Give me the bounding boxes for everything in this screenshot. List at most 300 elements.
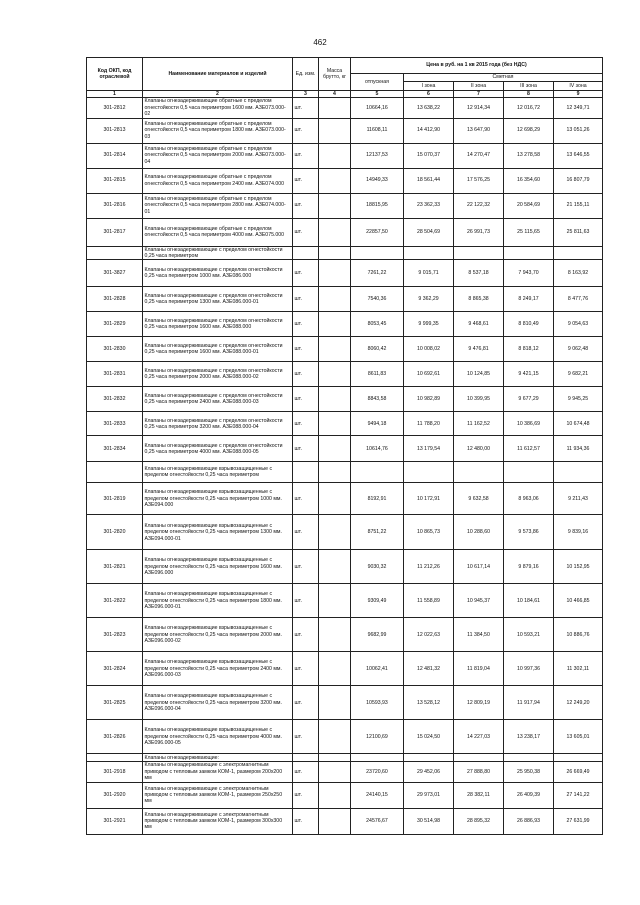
cell-name: Клапаны огнезадерживающие взрывозащищенные с пределом огнестойкости 0,25 часа периметром 2400 мм. АЗЕ096.000-03 <box>143 652 293 686</box>
cell-empty <box>554 462 603 483</box>
cell-name: Клапаны огнезадерживающие с пределом огнестойкости 0,25 часа периметром 1600 мм. АЗЕ088.000 <box>143 312 293 337</box>
cell-price: 12 016,72 <box>504 98 554 118</box>
cell-code: 301-2920 <box>87 782 143 808</box>
cell-price: 9 999,35 <box>404 312 454 337</box>
cell-unit: шт. <box>293 483 319 515</box>
cell-price: 12 480,00 <box>454 436 504 462</box>
cell-price: 10 674,48 <box>554 412 603 436</box>
cell-price: 8 477,76 <box>554 287 603 312</box>
table-body <box>87 98 603 834</box>
cell-price: 26 886,93 <box>504 808 554 834</box>
header-unit: Ед. изм. <box>293 58 319 91</box>
cell-code: 301-2817 <box>87 218 143 246</box>
cell-price: 11 302,11 <box>554 652 603 686</box>
table-row <box>87 808 603 834</box>
cell-code: 301-2921 <box>87 808 143 834</box>
cell-mass <box>319 686 351 720</box>
table-row <box>87 762 603 782</box>
cell-price: 15 024,50 <box>404 720 454 754</box>
group-row <box>87 754 603 762</box>
cell-unit: шт. <box>293 218 319 246</box>
cell-price: 10 886,76 <box>554 618 603 652</box>
cell-price: 9309,49 <box>351 584 404 618</box>
cell-empty <box>454 246 504 260</box>
cell-price: 17 576,25 <box>454 168 504 193</box>
cell-price: 9 682,21 <box>554 362 603 387</box>
cell-name: Клапаны огнезадерживающие с электромагнитным приводом с тепловым замком КОМ-1, размером 200х200 мм <box>143 762 293 782</box>
cell-empty <box>351 754 404 762</box>
cell-price: 12 914,34 <box>454 98 504 118</box>
cell-price: 12100,69 <box>351 720 404 754</box>
cell-mass <box>319 550 351 584</box>
cell-empty <box>351 462 404 483</box>
cell-price: 12 481,32 <box>404 652 454 686</box>
cell-name: Клапаны огнезадерживающие взрывозащищенные с пределом огнестойкости 0,25 часа периметром 3200 мм. АЗЕ096.000-04 <box>143 686 293 720</box>
cell-price: 27 888,80 <box>454 762 504 782</box>
table-row <box>87 550 603 584</box>
cell-price: 25 950,38 <box>504 762 554 782</box>
cell-price: 10 288,60 <box>454 515 504 550</box>
col-number: 6 <box>404 91 454 98</box>
cell-price: 26 991,73 <box>454 218 504 246</box>
cell-unit: шт. <box>293 762 319 782</box>
cell-price: 8 163,92 <box>554 260 603 287</box>
cell-price: 14 270,47 <box>454 143 504 168</box>
table-row <box>87 436 603 462</box>
cell-unit: шт. <box>293 387 319 412</box>
cell-unit: шт. <box>293 515 319 550</box>
cell-unit: шт. <box>293 362 319 387</box>
cell-price: 24576,67 <box>351 808 404 834</box>
cell-mass <box>319 720 351 754</box>
cell-price: 10 008,02 <box>404 337 454 362</box>
cell-price: 23 362,33 <box>404 193 454 218</box>
cell-price: 23720,60 <box>351 762 404 782</box>
cell-name: Клапаны огнезадерживающие с пределом огнестойкости 0,25 часа периметром 2400 мм. АЗЕ088.000-03 <box>143 387 293 412</box>
cell-unit: шт. <box>293 618 319 652</box>
cell-price: 13 528,12 <box>404 686 454 720</box>
header-code: Код ОКП, код отраслевой <box>87 58 143 91</box>
cell-price: 14 227,03 <box>454 720 504 754</box>
header-zone: III зона <box>504 82 554 91</box>
cell-price: 12137,53 <box>351 143 404 168</box>
cell-group-name: Клапаны огнезадерживающие: <box>143 754 293 762</box>
cell-unit: шт. <box>293 260 319 287</box>
cell-name: Клапаны огнезадерживающие обратные с пределом огнестойкости 0,5 часа периметром 2000 мм. АЗЕ073.000-04 <box>143 143 293 168</box>
cell-price: 7261,22 <box>351 260 404 287</box>
cell-price: 11 162,52 <box>454 412 504 436</box>
header-zone: IV зона <box>554 82 603 91</box>
cell-price: 16 354,60 <box>504 168 554 193</box>
cell-name: Клапаны огнезадерживающие с пределом огнестойкости 0,25 часа периметром 1600 мм. АЗЕ088.000-01 <box>143 337 293 362</box>
cell-price: 28 895,32 <box>454 808 504 834</box>
header-name: Наименование материалов и изделий <box>143 58 293 91</box>
cell-mass <box>319 287 351 312</box>
cell-price: 29 973,01 <box>404 782 454 808</box>
cell-price: 14 412,90 <box>404 118 454 143</box>
table-row <box>87 312 603 337</box>
cell-price: 8 963,06 <box>504 483 554 515</box>
cell-price: 26 409,39 <box>504 782 554 808</box>
cell-code: 301-2824 <box>87 652 143 686</box>
header-zone: II зона <box>454 82 504 91</box>
cell-price: 8192,91 <box>351 483 404 515</box>
cell-code <box>87 462 143 483</box>
cell-price: 9 015,71 <box>404 260 454 287</box>
cell-price: 10062,41 <box>351 652 404 686</box>
cell-unit: шт. <box>293 652 319 686</box>
table-row <box>87 483 603 515</box>
cell-mass <box>319 808 351 834</box>
cell-name: Клапаны огнезадерживающие обратные с пределом огнестойкости 0,5 часа периметром 1800 мм. АЗЕ073.000-03 <box>143 118 293 143</box>
cell-mass <box>319 337 351 362</box>
cell-unit: шт. <box>293 436 319 462</box>
cell-price: 10 172,91 <box>404 483 454 515</box>
cell-unit: шт. <box>293 412 319 436</box>
cell-unit: шт. <box>293 193 319 218</box>
cell-price: 9 839,16 <box>554 515 603 550</box>
cell-price: 13 278,58 <box>504 143 554 168</box>
cell-price: 12 698,29 <box>504 118 554 143</box>
cell-price: 10 982,89 <box>404 387 454 412</box>
cell-mass <box>319 193 351 218</box>
cell-code: 301-2815 <box>87 168 143 193</box>
table-row <box>87 337 603 362</box>
col-number: 8 <box>504 91 554 98</box>
cell-name: Клапаны огнезадерживающие взрывозащищенные с пределом огнестойкости 0,25 часа периметром 1800 мм. АЗЕ096.000-01 <box>143 584 293 618</box>
cell-price: 12 809,19 <box>454 686 504 720</box>
cell-name: Клапаны огнезадерживающие с пределом огнестойкости 0,25 часа периметром 3200 мм. АЗЕ088.000-04 <box>143 412 293 436</box>
table-row <box>87 168 603 193</box>
cell-empty <box>404 754 454 762</box>
cell-price: 10614,76 <box>351 436 404 462</box>
cell-price: 9 677,29 <box>504 387 554 412</box>
table-row <box>87 362 603 387</box>
cell-price: 9 476,81 <box>454 337 504 362</box>
cell-code: 301-2816 <box>87 193 143 218</box>
table-row <box>87 218 603 246</box>
cell-empty <box>404 246 454 260</box>
cell-price: 21 155,11 <box>554 193 603 218</box>
col-number: 4 <box>319 91 351 98</box>
cell-price: 11 819,04 <box>454 652 504 686</box>
cell-price: 12 022,63 <box>404 618 454 652</box>
cell-price: 9 362,29 <box>404 287 454 312</box>
cell-code <box>87 246 143 260</box>
cell-price: 9 573,86 <box>504 515 554 550</box>
cell-mass <box>319 782 351 808</box>
cell-name: Клапаны огнезадерживающие с электромагнитным приводом с тепловым замком КОМ-1, размером 300х300 мм <box>143 808 293 834</box>
header-price-title: Цена в руб. на 1 кв 2015 года (без НДС) <box>351 58 603 74</box>
cell-price: 28 382,11 <box>454 782 504 808</box>
cell-price: 9 632,58 <box>454 483 504 515</box>
cell-price: 28 504,69 <box>404 218 454 246</box>
cell-name: Клапаны огнезадерживающие с пределом огнестойкости 0,25 часа периметром 2000 мм. АЗЕ088.000-02 <box>143 362 293 387</box>
col-number: 3 <box>293 91 319 98</box>
cell-unit: шт. <box>293 686 319 720</box>
table-row <box>87 260 603 287</box>
cell-code: 301-2813 <box>87 118 143 143</box>
cell-price: 13 638,22 <box>404 98 454 118</box>
cell-price: 10 466,85 <box>554 584 603 618</box>
page-number: 462 <box>313 38 327 47</box>
cell-name: Клапаны огнезадерживающие с пределом огнестойкости 0,25 часа периметром 1300 мм. АЗЕ086.000-01 <box>143 287 293 312</box>
cell-price: 14949,33 <box>351 168 404 193</box>
cell-mass <box>319 412 351 436</box>
cell-price: 10664,16 <box>351 98 404 118</box>
cell-price: 20 584,69 <box>504 193 554 218</box>
cell-code: 301-2826 <box>87 720 143 754</box>
cell-unit: шт. <box>293 168 319 193</box>
cell-mass <box>319 618 351 652</box>
cell-empty <box>293 754 319 762</box>
cell-price: 11 788,20 <box>404 412 454 436</box>
cell-price: 8843,58 <box>351 387 404 412</box>
cell-code <box>87 754 143 762</box>
cell-code: 301-2834 <box>87 436 143 462</box>
cell-mass <box>319 98 351 118</box>
cell-price: 22857,50 <box>351 218 404 246</box>
table-row <box>87 515 603 550</box>
cell-price: 9030,32 <box>351 550 404 584</box>
cell-price: 8 865,38 <box>454 287 504 312</box>
cell-mass <box>319 362 351 387</box>
cell-price: 11 917,94 <box>504 686 554 720</box>
cell-price: 13 605,01 <box>554 720 603 754</box>
cell-price: 13 646,55 <box>554 143 603 168</box>
col-number: 1 <box>87 91 143 98</box>
price-table <box>86 57 603 835</box>
cell-empty <box>504 462 554 483</box>
cell-code: 301-2812 <box>87 98 143 118</box>
cell-code: 301-2814 <box>87 143 143 168</box>
cell-name: Клапаны огнезадерживающие с электромагнитным приводом с тепловым замком КОМ-1, размером 250х250 мм <box>143 782 293 808</box>
cell-price: 13 647,90 <box>454 118 504 143</box>
cell-empty <box>319 754 351 762</box>
cell-name: Клапаны огнезадерживающие обратные с пределом огнестойкости 0,5 часа периметром 1600 мм. АЗЕ073.000-02 <box>143 98 293 118</box>
cell-name: Клапаны огнезадерживающие с пределом огнестойкости 0,25 часа периметром 4000 мм. АЗЕ088.000-05 <box>143 436 293 462</box>
cell-mass <box>319 312 351 337</box>
cell-mass <box>319 762 351 782</box>
cell-price: 11 384,50 <box>454 618 504 652</box>
cell-name: Клапаны огнезадерживающие обратные с пределом огнестойкости 0,5 часа периметром 2800 мм. АЗЕ074.000-01 <box>143 193 293 218</box>
cell-unit: шт. <box>293 584 319 618</box>
cell-price: 8611,83 <box>351 362 404 387</box>
cell-price: 10 124,85 <box>454 362 504 387</box>
cell-price: 7 943,70 <box>504 260 554 287</box>
cell-price: 8 249,17 <box>504 287 554 312</box>
col-number: 2 <box>143 91 293 98</box>
cell-price: 8 537,18 <box>454 260 504 287</box>
cell-price: 11608,11 <box>351 118 404 143</box>
cell-price: 12 349,71 <box>554 98 603 118</box>
cell-code: 301-3827 <box>87 260 143 287</box>
cell-unit: шт. <box>293 312 319 337</box>
cell-group-name: Клапаны огнезадерживающие с пределом огнестойкости 0,25 часа периметром <box>143 246 293 260</box>
cell-unit: шт. <box>293 720 319 754</box>
cell-unit: шт. <box>293 550 319 584</box>
cell-empty <box>351 246 404 260</box>
cell-price: 11 558,89 <box>404 584 454 618</box>
cell-name: Клапаны огнезадерживающие взрывозащищенные с пределом огнестойкости 0,25 часа периметром 1600 мм. АЗЕ096.000 <box>143 550 293 584</box>
cell-empty <box>319 462 351 483</box>
cell-code: 301-2830 <box>87 337 143 362</box>
cell-price: 27 631,99 <box>554 808 603 834</box>
cell-price: 15 070,37 <box>404 143 454 168</box>
cell-mass <box>319 218 351 246</box>
cell-empty <box>504 754 554 762</box>
cell-price: 10 152,95 <box>554 550 603 584</box>
cell-price: 24140,15 <box>351 782 404 808</box>
col-number: 7 <box>454 91 504 98</box>
cell-price: 26 669,49 <box>554 762 603 782</box>
cell-unit: шт. <box>293 337 319 362</box>
cell-price: 10 386,69 <box>504 412 554 436</box>
cell-empty <box>293 462 319 483</box>
cell-mass <box>319 387 351 412</box>
cell-code: 301-2918 <box>87 762 143 782</box>
cell-price: 10 945,37 <box>454 584 504 618</box>
table-row <box>87 782 603 808</box>
table-row <box>87 618 603 652</box>
cell-mass <box>319 515 351 550</box>
cell-name: Клапаны огнезадерживающие взрывозащищенные с пределом огнестойкости 0,25 часа периметром 1000 мм. АЗЕ094.000 <box>143 483 293 515</box>
table-row <box>87 686 603 720</box>
cell-price: 27 141,22 <box>554 782 603 808</box>
cell-price: 29 452,06 <box>404 762 454 782</box>
cell-price: 18815,95 <box>351 193 404 218</box>
cell-name: Клапаны огнезадерживающие с пределом огнестойкости 0,25 часа периметром 1000 мм. АЗЕ086.000 <box>143 260 293 287</box>
cell-price: 8 818,12 <box>504 337 554 362</box>
cell-code: 301-2820 <box>87 515 143 550</box>
cell-price: 8060,42 <box>351 337 404 362</box>
cell-price: 7540,36 <box>351 287 404 312</box>
cell-name: Клапаны огнезадерживающие взрывозащищенные с пределом огнестойкости 0,25 часа периметром 2000 мм. АЗЕ096.000-02 <box>143 618 293 652</box>
cell-empty <box>454 462 504 483</box>
cell-price: 10 399,95 <box>454 387 504 412</box>
cell-price: 10593,93 <box>351 686 404 720</box>
cell-price: 10 865,73 <box>404 515 454 550</box>
cell-code: 301-2829 <box>87 312 143 337</box>
cell-name: Клапаны огнезадерживающие обратные с пределом огнестойкости 0,5 часа периметром 4000 мм. АЗЕ075.000 <box>143 218 293 246</box>
header-zone: I зона <box>404 82 454 91</box>
table-row <box>87 287 603 312</box>
cell-price: 8053,45 <box>351 312 404 337</box>
cell-code: 301-2822 <box>87 584 143 618</box>
cell-mass <box>319 483 351 515</box>
cell-price: 10 617,14 <box>454 550 504 584</box>
cell-price: 11 612,57 <box>504 436 554 462</box>
cell-price: 8 810,49 <box>504 312 554 337</box>
cell-name: Клапаны огнезадерживающие взрывозащищенные с пределом огнестойкости 0,25 часа периметром 1300 мм. АЗЕ094.000-01 <box>143 515 293 550</box>
cell-code: 301-2821 <box>87 550 143 584</box>
cell-price: 8751,22 <box>351 515 404 550</box>
table-row <box>87 193 603 218</box>
table-row <box>87 387 603 412</box>
cell-mass <box>319 260 351 287</box>
cell-price: 13 238,17 <box>504 720 554 754</box>
cell-price: 10 593,21 <box>504 618 554 652</box>
cell-price: 9 421,15 <box>504 362 554 387</box>
cell-group-name: Клапаны огнезадерживающие взрывозащищенные с пределом огнестойкости 0,25 часа периметром <box>143 462 293 483</box>
group-row <box>87 462 603 483</box>
table-row <box>87 584 603 618</box>
cell-mass <box>319 118 351 143</box>
cell-price: 11 934,36 <box>554 436 603 462</box>
cell-empty <box>293 246 319 260</box>
cell-name: Клапаны огнезадерживающие обратные с пределом огнестойкости 0,5 часа периметром 2400 мм. АЗЕ074.000 <box>143 168 293 193</box>
cell-price: 9 054,63 <box>554 312 603 337</box>
cell-price: 10 184,61 <box>504 584 554 618</box>
cell-code: 301-2819 <box>87 483 143 515</box>
cell-price: 25 811,63 <box>554 218 603 246</box>
cell-unit: шт. <box>293 143 319 168</box>
cell-unit: шт. <box>293 287 319 312</box>
cell-name: Клапаны огнезадерживающие взрывозащищенные с пределом огнестойкости 0,25 часа периметром 4000 мм. АЗЕ096.000-05 <box>143 720 293 754</box>
col-number: 5 <box>351 91 404 98</box>
cell-mass <box>319 584 351 618</box>
cell-mass <box>319 143 351 168</box>
cell-mass <box>319 168 351 193</box>
cell-code: 301-2825 <box>87 686 143 720</box>
cell-empty <box>554 754 603 762</box>
cell-price: 13 179,54 <box>404 436 454 462</box>
cell-mass <box>319 436 351 462</box>
cell-unit: шт. <box>293 118 319 143</box>
cell-code: 301-2828 <box>87 287 143 312</box>
cell-price: 9 879,16 <box>504 550 554 584</box>
table-row <box>87 720 603 754</box>
cell-code: 301-2832 <box>87 387 143 412</box>
cell-price: 22 122,32 <box>454 193 504 218</box>
cell-price: 9 468,61 <box>454 312 504 337</box>
cell-price: 18 561,44 <box>404 168 454 193</box>
cell-empty <box>319 246 351 260</box>
table-row <box>87 98 603 118</box>
cell-empty <box>554 246 603 260</box>
cell-unit: шт. <box>293 782 319 808</box>
cell-price: 16 807,79 <box>554 168 603 193</box>
cell-price: 9 062,48 <box>554 337 603 362</box>
cell-mass <box>319 652 351 686</box>
col-number: 9 <box>554 91 603 98</box>
cell-code: 301-2831 <box>87 362 143 387</box>
cell-empty <box>504 246 554 260</box>
table-row <box>87 652 603 686</box>
header-smetnaya: Сметная <box>404 74 603 82</box>
cell-price: 9682,99 <box>351 618 404 652</box>
cell-price: 9494,18 <box>351 412 404 436</box>
cell-code: 301-2823 <box>87 618 143 652</box>
group-row <box>87 246 603 260</box>
cell-price: 10 997,36 <box>504 652 554 686</box>
cell-price: 25 115,65 <box>504 218 554 246</box>
cell-unit: шт. <box>293 808 319 834</box>
cell-price: 30 514,98 <box>404 808 454 834</box>
cell-price: 11 212,26 <box>404 550 454 584</box>
cell-price: 12 249,20 <box>554 686 603 720</box>
table-row <box>87 143 603 168</box>
cell-unit: шт. <box>293 98 319 118</box>
cell-code: 301-2833 <box>87 412 143 436</box>
header-otpusk: отпускная <box>351 74 404 91</box>
header-mass: Масса брутто, кг <box>319 58 351 91</box>
table-row <box>87 118 603 143</box>
cell-price: 9 211,43 <box>554 483 603 515</box>
cell-price: 13 051,26 <box>554 118 603 143</box>
cell-price: 9 945,25 <box>554 387 603 412</box>
cell-empty <box>404 462 454 483</box>
